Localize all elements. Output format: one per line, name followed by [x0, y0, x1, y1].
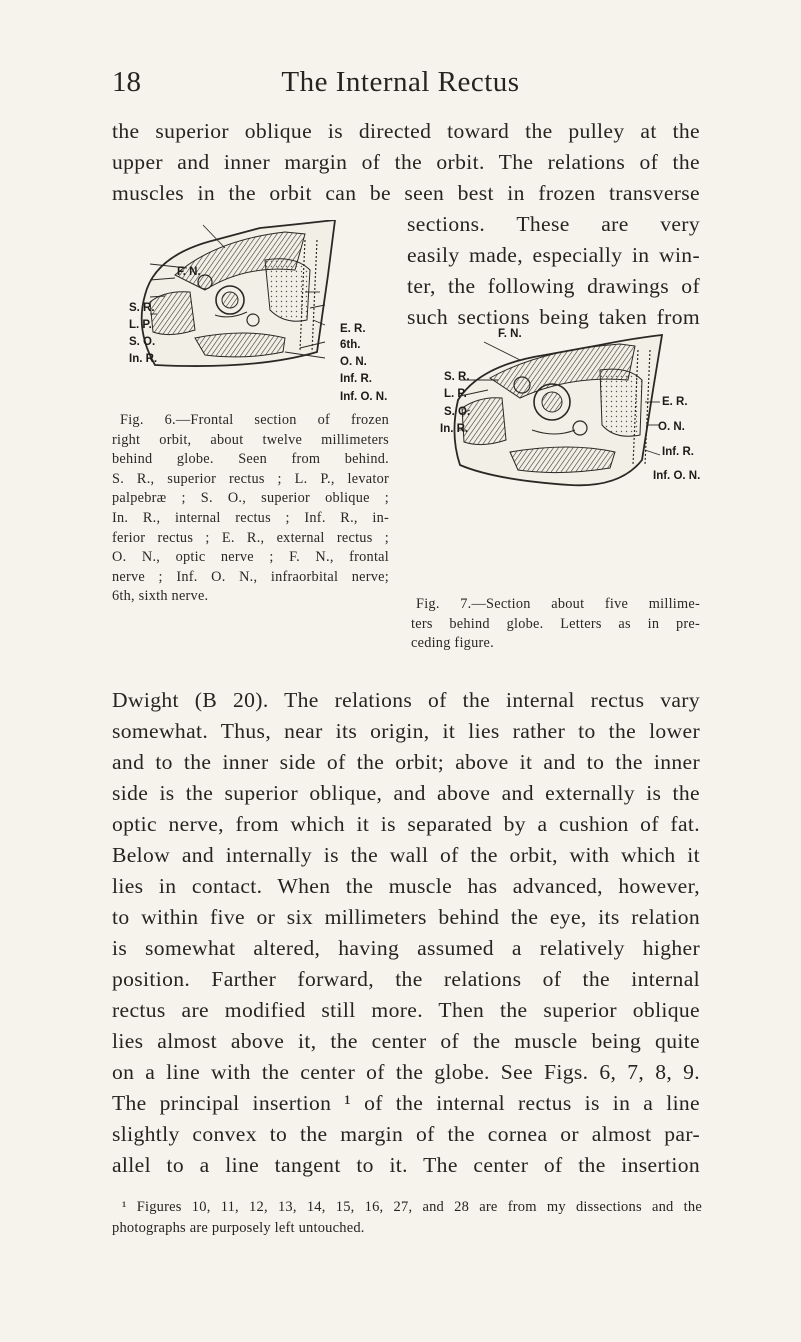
text-line: Dwight (B 20). The relations of the internal rectus vary [112, 688, 700, 712]
footnote-line: photographs are purposely left untouched. [112, 1220, 365, 1237]
figure-7-label-sr: S. R. [444, 371, 470, 383]
text-line: is somewhat altered, having assumed a relatively higher [112, 936, 700, 960]
text-line: allel to a line tangent to it. The center of the insertion [112, 1153, 700, 1177]
caption-line: ters behind globe. Letters as in pre- [411, 615, 700, 632]
text-line: to within five or six millimeters behind the eye, its relation [112, 905, 700, 929]
figure-6-label-sixth: 6th. [340, 339, 361, 351]
text-line: muscles in the orbit can be seen best in frozen transverse [112, 181, 700, 205]
text-line: rectus are modified still more. Then the superior oblique [112, 998, 700, 1022]
caption-line: O. N., optic nerve ; F. N., frontal [112, 549, 389, 566]
figure-6-label-sr: S. R. [129, 302, 155, 314]
caption-line: nerve ; Inf. O. N., infraorbital nerve; [112, 568, 389, 585]
caption-line: Fig. 7.—Section about five millime- [416, 596, 700, 612]
figure-7-label-fn: F. N. [498, 328, 522, 340]
text-line: side is the superior oblique, and above and externally is the [112, 781, 700, 805]
figure-7-label-inr: In. R. [440, 423, 469, 435]
figure-7-label-so: S. O. [444, 406, 471, 418]
figure-6-label-er: E. R. [340, 323, 366, 335]
text-line: lies in contact. When the muscle has advanced, however, [112, 874, 700, 898]
figure-7-label-on: O. N. [658, 421, 685, 433]
text-line: such sections being taken from [407, 305, 700, 329]
running-head: The Internal Rectus [281, 66, 520, 98]
figure-7-label-er: E. R. [662, 396, 688, 408]
text-line: ter, the following drawings of [407, 274, 700, 298]
text-line: Below and internally is the wall of the orbit, with which it [112, 843, 700, 867]
text-line: the superior oblique is directed toward the pulley at the [112, 119, 700, 143]
figure-6-label-on: O. N. [340, 356, 367, 368]
text-line: somewhat. Thus, near its origin, it lies rather to the lower [112, 719, 700, 743]
figure-6-label-infon: Inf. O. N. [340, 391, 388, 403]
text-line: position. Farther forward, the relations of the internal [112, 967, 700, 991]
text-line: upper and inner margin of the orbit. The relations of the [112, 150, 700, 174]
figure-7-label-lp: L. P. [444, 388, 467, 400]
caption-line: 6th, sixth nerve. [112, 588, 209, 605]
text-line: and to the inner side of the orbit; above it and to the inner [112, 750, 700, 774]
figure-6-label-fn: F. N. [177, 266, 201, 278]
caption-line: ceding figure. [411, 635, 494, 652]
caption-line: palpebræ ; S. O., superior oblique ; [112, 490, 389, 507]
text-line: sections. These are very [407, 212, 700, 236]
footnote [112, 1197, 702, 1239]
caption-line: right orbit, about twelve millimeters [112, 431, 389, 448]
text-line: slightly convex to the margin of the cornea or almost par- [112, 1122, 700, 1146]
figure-6-label-inr: In. R. [129, 353, 158, 365]
text-line: The principal insertion ¹ of the internal rectus is in a line [112, 1091, 700, 1115]
figure-6-label-lp: L. P. [129, 319, 152, 331]
figure-7-label-infon: Inf. O. N. [653, 470, 701, 482]
caption-line: In. R., internal rectus ; Inf. R., in- [112, 509, 389, 526]
footnote-line: ¹ Figures 10, 11, 12, 13, 14, 15, 16, 27, and 28 are from my dissections and the [122, 1199, 702, 1215]
figure-7-label-infr: Inf. R. [662, 446, 694, 458]
text-line: optic nerve, from which it is separated by a cushion of fat. [112, 812, 700, 836]
page-number: 18 [112, 66, 141, 98]
caption-line: Fig. 6.—Frontal section of frozen [120, 412, 389, 428]
caption-line: behind globe. Seen from behind. [112, 451, 389, 468]
text-line: on a line with the center of the globe. See Figs. 6, 7, 8, 9. [112, 1060, 700, 1084]
figure-6-label-infr: Inf. R. [340, 373, 372, 385]
text-line: lies almost above it, the center of the muscle being quite [112, 1029, 700, 1053]
text-line: easily made, especially in win- [407, 243, 700, 267]
caption-line: S. R., superior rectus ; L. P., levator [112, 470, 389, 487]
caption-line: ferior rectus ; E. R., external rectus ; [112, 529, 389, 546]
figure-6-label-so: S. O. [129, 336, 156, 348]
